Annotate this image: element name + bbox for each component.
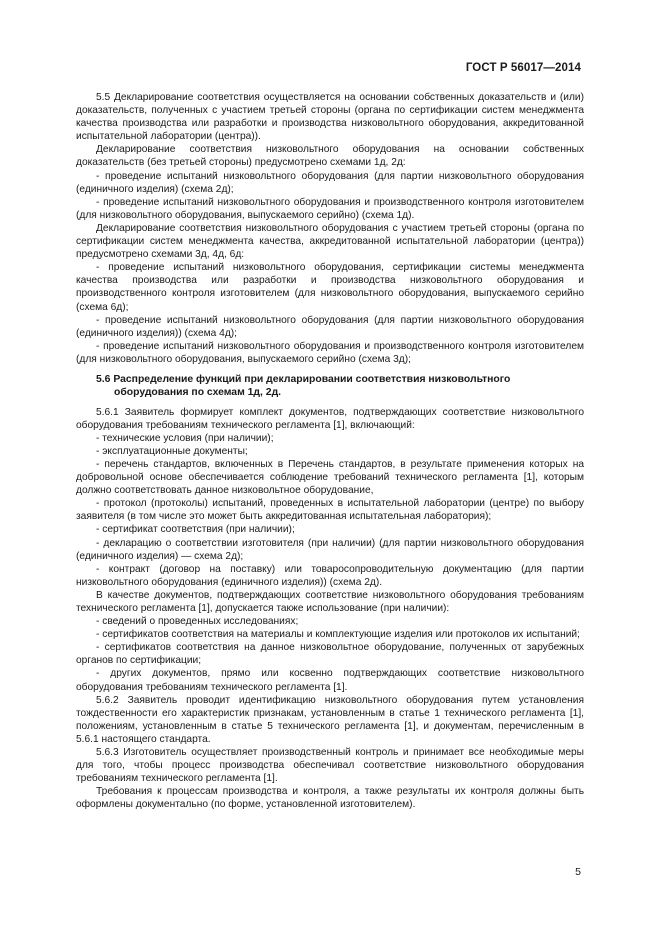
- list-item: - проведение испытаний низковольтного оборудования (для партии низковольтного оборудования (единичного изделия) (схема 2д);: [76, 170, 584, 195]
- list-item: - проведение испытаний низковольтного оборудования и производственного контроля изготовителем (для низковольтного оборудования, выпускаемого серийно) (схема 1д).: [76, 196, 584, 221]
- document-header: ГОСТ Р 56017—2014: [465, 62, 581, 74]
- page-number: 5: [575, 866, 581, 878]
- list-item: - других документов, прямо или косвенно подтверждающих соответствие низковольтного оборудования требованиям технического регламента [1].: [76, 668, 584, 693]
- section-5-6: [76, 406, 584, 812]
- list-item: - сертификатов соответствия на данное низковольтное оборудование, полученных от зарубежных органов по сертификации;: [76, 642, 584, 667]
- list-item: - декларацию о соответствии изготовителя (при наличии) (для партии низковольтного оборудования (единичного изделия) — схема 2д);: [76, 537, 584, 562]
- list-item: - эксплуатационные документы;: [96, 445, 248, 457]
- list-item: - сертификат соответствия (при наличии);: [96, 524, 295, 536]
- paragraph: В качестве документов, подтверждающих соответствие низковольтного оборудования требованиям технического регламента [1], допускается также использование (при наличии):: [76, 589, 584, 614]
- list-item: - проведение испытаний низковольтного оборудования (для партии низковольтного оборудования (единичного изделия)) (схема 4д);: [76, 314, 584, 339]
- page-body: [76, 91, 584, 811]
- paragraph: Декларирование соответствия низковольтного оборудования на основании собственных доказательств (без третьей стороны) предусмотрено схемами 1д, 2д:: [76, 144, 584, 169]
- list-item: - перечень стандартов, включенных в Перечень стандартов, в результате применения которых на добровольной основе обеспечивается соблюдение требований технического регламента [1], которым должно соответствовать данное низковольтное оборудование,: [76, 458, 584, 497]
- list-item: - проведение испытаний низковольтного оборудования и производственного контроля изготовителем (для низковольтного оборудования, выпускаемого серийно (схема 3д);: [76, 340, 584, 365]
- section-heading: [76, 373, 584, 400]
- list-item: - проведение испытаний низковольтного оборудования, сертификации системы менеджмента качества производства или разработки и производства низковольтного оборудования и производственного контроля изготовителем (для низковольтного оборудования, выпускаемого серийно (схема 6д);: [76, 262, 584, 313]
- list-item: - технические условия (при наличии);: [96, 432, 274, 444]
- list-item: - сведений о проведенных исследованиях;: [96, 616, 299, 628]
- paragraph: 5.5 Декларирование соответствия осуществляется на основании собственных доказательств и (или) доказательств, полученных с участием третьей стороны (органа по сертификации систем менеджмента качества производства или разработки и производства низковольтного оборудования, аккредитованной испытательной лаборатории (центра)).: [76, 92, 584, 143]
- paragraph: 5.6.2 Заявитель проводит идентификацию низковольтного оборудования путем установления тождественности его характеристик признакам, установленным в статье 1 технического регламента [1], положениям, установленным в статье 5 технического регламента [1], и документам, перечисленным в 5.6.1 настоящего стандарта.: [76, 694, 584, 745]
- paragraph: 5.6.3 Изготовитель осуществляет производственный контроль и принимает все необходимые меры для того, чтобы процесс производства обеспечивал соответствие низковольтного оборудования требованиям технического регламента [1].: [76, 747, 584, 785]
- list-item: - протокол (протоколы) испытаний, проведенных в испытательной лаборатории (центре) по выбору заявителя (в том числе это может быть аккредитованная испытательная лаборатория);: [76, 498, 584, 523]
- section-5-5: [76, 91, 584, 366]
- list-item: - сертификатов соответствия на материалы и комплектующие изделия или протоколов их испытаний;: [96, 629, 580, 641]
- paragraph: Декларирование соответствия низковольтного оборудования с участием третьей стороны (органа по сертификации систем менеджмента качества, аккредитованной испытательной лаборатории (центра)) предусмотрено схемами 3д, 4д, 6д:: [76, 222, 584, 261]
- section-heading-line-1: 5.6 Распределение функций при декларировании соответствия низковольтного: [96, 373, 511, 385]
- list-item: - контракт (договор на поставку) или товаросопроводительную документацию (для партии низковольтного оборудования (единичного изделия)) (схема 2д).: [76, 563, 584, 588]
- paragraph: Требования к процессам производства и контроля, а также результаты их контроля должны быть оформлены документально (по форме, установленной изготовителем).: [76, 786, 584, 811]
- section-heading-line-2: оборудования по схемам 1д, 2д.: [114, 387, 282, 399]
- paragraph: 5.6.1 Заявитель формирует комплект документов, подтверждающих соответствие низковольтного оборудования требованиям технического регламента [1], включающий:: [76, 406, 584, 431]
